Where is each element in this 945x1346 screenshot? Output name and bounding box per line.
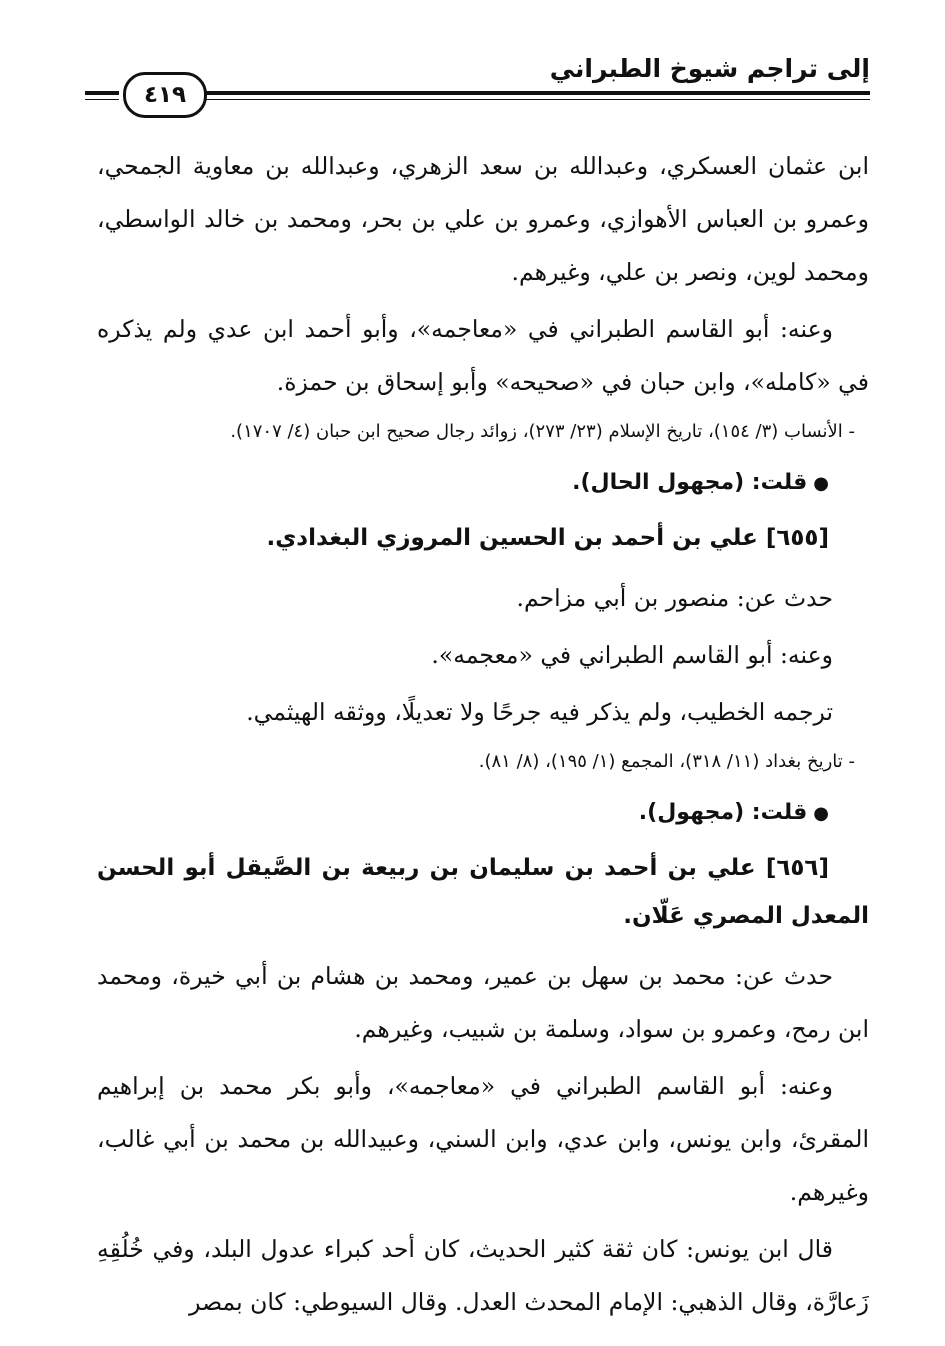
paragraph-assessment: ترجمه الخطيب، ولم يذكر فيه جرحًا ولا تعديلًا، ووثقه الهيثمي. xyxy=(246,698,833,726)
header-rule-left-thick xyxy=(85,91,119,95)
paragraph-narrators-from-him: وعنه: أبو القاسم الطبراني في «معاجمه»، وأبو أحمد ابن عدي ولم يذكره في «كامله»، وابن حبان في «صحيحه» وأبو إسحاق بن حمزة. xyxy=(97,315,869,396)
sources-note: - الأنساب (٣/ ١٥٤)، تاريخ الإسلام (٢٣/ ٢٧٣)، زوائد رجال صحيح ابن حبان (٤/ ١٧٠٧). xyxy=(230,421,855,442)
header-rule-thin xyxy=(205,99,870,100)
verdict-line xyxy=(97,787,869,840)
entry-title-656: [٦٥٦] علي بن أحمد بن سليمان بن ربيعة بن الصَّيقل أبو الحسن المعدل المصري عَلّان. xyxy=(97,855,869,929)
verdict-line xyxy=(97,457,869,510)
paragraph-narrated-from: حدث عن: محمد بن سهل بن عمير، ومحمد بن هشام بن أبي خيرة، ومحمد ابن رمح، وعمرو بن سواد، وسلمة بن شبيب، وغيرهم. xyxy=(97,962,869,1043)
page-number: ٤١٩ xyxy=(143,82,187,108)
paragraph-narrators-from-him: وعنه: أبو القاسم الطبراني في «معجمه». xyxy=(431,641,833,669)
bullet-icon: ● xyxy=(813,803,829,824)
verdict-text: قلت: (مجهول الحال). xyxy=(572,470,808,495)
page-number-badge xyxy=(123,72,207,118)
running-title: إلى تراجم شيوخ الطبراني xyxy=(549,54,870,83)
page-header xyxy=(85,40,870,120)
paragraph-teachers-continued: ابن عثمان العسكري، وعبدالله بن سعد الزهري، وعبدالله بن معاوية الجمحي، وعمرو بن العباس الأهوازي، وعمرو بن علي بن بحر، ومحمد بن خالد الواسطي، ومحمد لوين، ونصر بن علي، وغيرهم. xyxy=(97,152,869,286)
paragraph-narrators-from-him: وعنه: أبو القاسم الطبراني في «معاجمه»، وأبو بكر محمد بن إبراهيم المقرئ، وابن يونس، وابن عدي، وابن السني، وعبيدالله بن محمد بن أبي غالب، وغيرهم. xyxy=(97,1072,869,1206)
paragraph-assessment: قال ابن يونس: كان ثقة كثير الحديث، كان أحد كبراء عدول البلد، وفي خُلُقِهِ زَعارَّة، وقال الذهبي: الإمام المحدث العدل. وقال السيوطي: كان بمصر xyxy=(97,1235,869,1316)
sources-note: - تاريخ بغداد (١١/ ٣١٨)، المجمع (١/ ١٩٥)، (٨/ ٨١). xyxy=(478,751,855,772)
bullet-icon: ● xyxy=(813,473,829,494)
page-body xyxy=(97,140,869,1333)
header-rule-left-thin xyxy=(85,99,119,100)
paragraph-narrated-from: حدث عن: منصور بن أبي مزاحم. xyxy=(516,584,833,612)
header-rule-thick xyxy=(205,91,870,95)
entry-title-655: [٦٥٥] علي بن أحمد بن الحسين المروزي البغدادي. xyxy=(266,525,829,551)
verdict-text: قلت: (مجهول). xyxy=(638,800,808,825)
